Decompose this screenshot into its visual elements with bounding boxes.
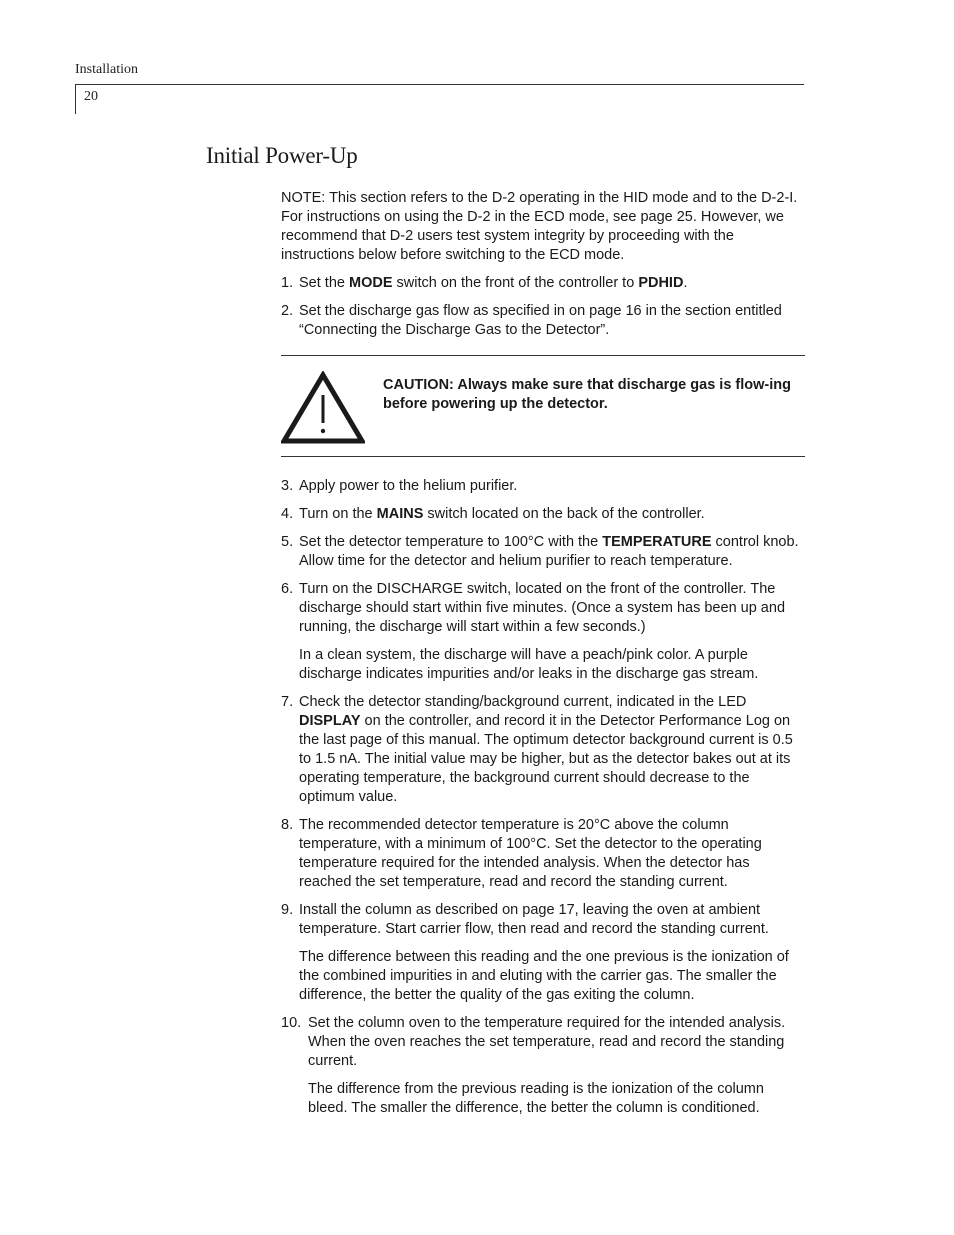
step-text: Apply power to the helium purifier. — [299, 478, 518, 494]
step-5 — [281, 533, 805, 571]
step-number: 2. — [281, 303, 294, 319]
step-subparagraph: In a clean system, the discharge will have a peach/pink color. A purple discharge indicates impurities and/or leaks in the discharge gas stream. — [299, 647, 759, 682]
step-text: Install the column as described on page 17, leaving the oven at ambient temperature. Start carrier flow, then read and record the standing current. — [299, 902, 769, 937]
step-7 — [281, 693, 805, 807]
step-number: 6. — [281, 581, 294, 597]
mode-switch-label: MODE — [348, 275, 393, 291]
section-body — [281, 189, 805, 1127]
step-number: 1. — [281, 275, 294, 291]
steps-list-a — [281, 274, 805, 340]
pdhid-label: PDHID — [638, 275, 684, 291]
step-number: 3. — [281, 478, 294, 494]
page-number: 20 — [84, 89, 98, 104]
step-text: control knob. Allow time for the detector and helium purifier to reach temperature. — [299, 534, 799, 569]
step-text: Set the detector temperature to 100°C with the — [299, 534, 603, 550]
temperature-knob-label: TEMPERATURE — [602, 534, 712, 550]
running-head: Installation — [75, 62, 138, 77]
step-text: switch located on the back of the controller. — [423, 506, 705, 522]
step-text: Set the discharge gas flow as specified in on page 16 in the section entitled “Connecting the Discharge Gas to the Detector”. — [299, 303, 782, 338]
step-9 — [281, 901, 805, 1005]
step-text: Turn on the — [299, 506, 377, 522]
section-title: Initial Power-Up — [206, 143, 358, 168]
step-3 — [281, 477, 805, 496]
step-text: Turn on the DISCHARGE switch, located on the front of the controller. The discharge should start within five minutes. (Once a system has been up and running, the discharge will start within a few seconds.) — [299, 581, 786, 635]
step-text: Check the detector standing/background current, indicated in the LED — [299, 694, 747, 710]
caution-box — [281, 355, 805, 457]
note-paragraph: NOTE: This section refers to the D-2 operating in the HID mode and to the D-2-I. For instructions on using the D-2 in the ECD mode, see page 25. However, we recommend that D-2 users test system integrity by proceeding with the instructions below before switching to the ECD mode. — [281, 190, 798, 263]
steps-list-b — [281, 477, 805, 1118]
step-number: 4. — [281, 506, 294, 522]
step-number: 9. — [281, 902, 294, 918]
step-text: Set the column oven to the temperature required for the intended analysis. When the oven reaches the set temperature, read and record the standing current. — [308, 1015, 786, 1069]
step-text: . — [683, 275, 688, 291]
step-number: 8. — [281, 817, 294, 833]
caution-text: CAUTION: Always make sure that discharge gas is flow-ing before powering up the detector. — [383, 377, 791, 412]
step-text: on the controller, and record it in the Detector Performance Log on the last page of this manual. The optimum detector background current is 0.5 to 1.5 nA. The initial value may be higher, but as the detector bakes out at its operating temperature, the background current should decrease to the optimum value. — [299, 713, 793, 805]
step-8 — [281, 816, 805, 892]
step-number: 5. — [281, 534, 294, 550]
step-10 — [281, 1014, 805, 1118]
step-text: Set the — [299, 275, 349, 291]
step-6 — [281, 580, 805, 684]
header-rule — [75, 84, 804, 85]
page-number-tick — [75, 84, 76, 114]
display-label: DISPLAY — [299, 713, 361, 729]
step-2 — [281, 302, 805, 340]
step-1 — [281, 274, 805, 293]
step-4 — [281, 505, 805, 524]
step-number: 7. — [281, 694, 294, 710]
step-text: switch on the front of the controller to — [392, 275, 639, 291]
warning-triangle-icon — [281, 371, 365, 445]
step-text: The recommended detector temperature is 20°C above the column temperature, with a minimum of 100°C. Set the detector to the operating temperature required for the intended analysis. When the detector has reached the set temperature, read and record the standing current. — [299, 817, 762, 890]
step-subparagraph: The difference from the previous reading is the ionization of the column bleed. The smaller the difference, the better the column is conditioned. — [308, 1081, 764, 1116]
mains-switch-label: MAINS — [376, 506, 424, 522]
step-subparagraph: The difference between this reading and the one previous is the ionization of the combined impurities in and eluting with the carrier gas. The smaller the difference, the better the quality of the gas exiting the column. — [299, 949, 789, 1003]
step-number: 10. — [281, 1015, 302, 1031]
